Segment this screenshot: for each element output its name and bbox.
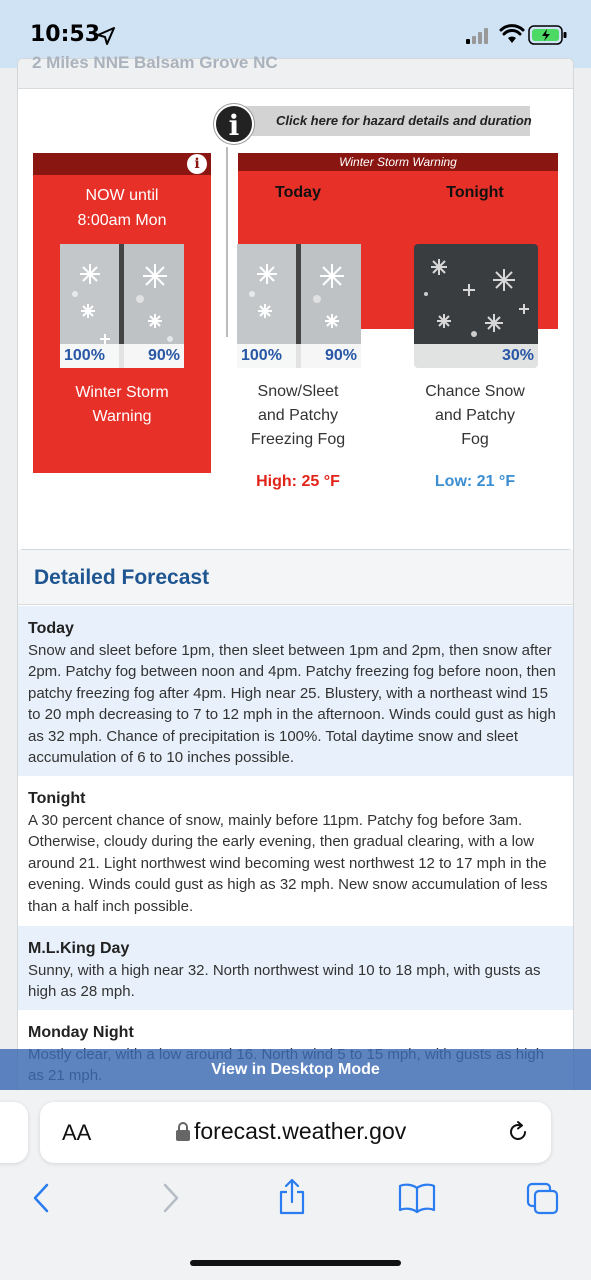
lock-icon (175, 1122, 191, 1142)
view-desktop-mode-bar[interactable] (0, 1049, 591, 1090)
info-icon[interactable]: i (187, 154, 207, 174)
row-period-text: Snow and sleet before 1pm, then sleet between 1pm and 2pm, then snow after 2pm. Patchy fog between noon and 4pm. Patchy freezing fog before noon, then patchy freezing fog after 4pm. High near 25. Blustery, with a northeast wind 15 to 20 mph decreasing to 7 to 12 mph in the afternoon. Winds could gust as high as 32 mph. Chance of precipitation is 100%. Total daytime snow and sleet accumulation of 6 to 10 inches possible. (28, 642, 556, 767)
signal-icon (466, 28, 492, 44)
period-tonight-image[interactable] (414, 244, 538, 368)
divider (226, 147, 228, 337)
row-period-name: Monday Night (28, 1024, 134, 1041)
warning-banner-label: Winter Storm Warning (238, 153, 558, 171)
panel-header-strip (18, 53, 573, 89)
precip-percent-bar: 100% 90% (60, 344, 184, 368)
snow-sleet-image[interactable] (60, 244, 184, 368)
home-indicator[interactable] (190, 1260, 401, 1266)
forecast-panel (17, 53, 574, 602)
period-today-description: Snow/Sleet and Patchy Freezing Fog (250, 383, 346, 448)
period-today-name: Today (275, 184, 321, 201)
detailed-forecast-header (18, 550, 573, 605)
row-period-name: Tonight (28, 790, 86, 807)
address-bar[interactable] (40, 1102, 551, 1163)
precip-percent-bar: 100% 90% (237, 344, 361, 368)
now-warning-column[interactable] (33, 153, 211, 473)
url-text[interactable]: forecast.weather.gov (194, 1118, 407, 1144)
status-time: 10:53 (30, 22, 101, 47)
row-period-name: Today (28, 620, 74, 637)
location-arrow-icon (96, 26, 116, 46)
period-tonight-description: Chance Snow and Patchy Fog (425, 383, 525, 448)
hazard-info-icon[interactable]: i (214, 104, 254, 144)
hazard-details-link[interactable] (240, 106, 530, 136)
previous-tab-pill[interactable] (0, 1102, 28, 1163)
forecast-row-tonight (18, 776, 573, 926)
panel-header-cutoff: 2 Miles NNE Balsam Grove NC (32, 53, 278, 72)
row-period-text: A 30 percent chance of snow, mainly before 11pm. Patchy fog before 3am. Otherwise, cloudy during the early evening, then gradual clearing, with a low around 21. Light northwest wind becoming west northwest 12 to 17 mph in the evening. Winds could gust as high as 32 mph. New snow accumulation of less than a half inch possible. (28, 812, 548, 915)
forecast-row-mlk-day (18, 926, 573, 1010)
tabs-icon[interactable] (526, 1182, 560, 1216)
wifi-icon (500, 25, 524, 45)
row-period-text: Sunny, with a high near 32. North northwest wind 10 to 18 mph, with gusts as high as 28 mph. (28, 962, 541, 1001)
back-icon[interactable] (30, 1182, 54, 1214)
share-icon[interactable] (277, 1178, 307, 1216)
safari-toolbar (0, 1090, 591, 1280)
detailed-forecast-panel (17, 549, 574, 1109)
text-size-button[interactable]: AA (62, 1120, 92, 1145)
now-column-header (33, 153, 211, 175)
precip-percent-bar: 30% (414, 344, 538, 368)
period-tonight-name: Tonight (446, 184, 504, 201)
bookmarks-icon[interactable] (398, 1182, 436, 1214)
battery-icon (528, 24, 568, 46)
hazard-link-text: Click here for hazard details and duration (276, 113, 532, 128)
reload-icon[interactable] (506, 1120, 530, 1144)
forward-icon[interactable] (158, 1182, 182, 1214)
period-tonight-temp: Low: 21 °F (434, 473, 516, 490)
period-today-image[interactable] (237, 244, 361, 368)
now-label: NOW until 8:00am Mon (77, 187, 167, 229)
row-period-name: M.L.King Day (28, 940, 130, 957)
now-description: Winter Storm Warning (75, 384, 169, 425)
page-content (0, 53, 591, 1090)
period-today-temp: High: 25 °F (256, 473, 340, 490)
detailed-forecast-title: Detailed Forecast (34, 566, 210, 589)
view-desktop-mode-link[interactable]: View in Desktop Mode (211, 1061, 380, 1078)
forecast-row-today (18, 606, 573, 776)
